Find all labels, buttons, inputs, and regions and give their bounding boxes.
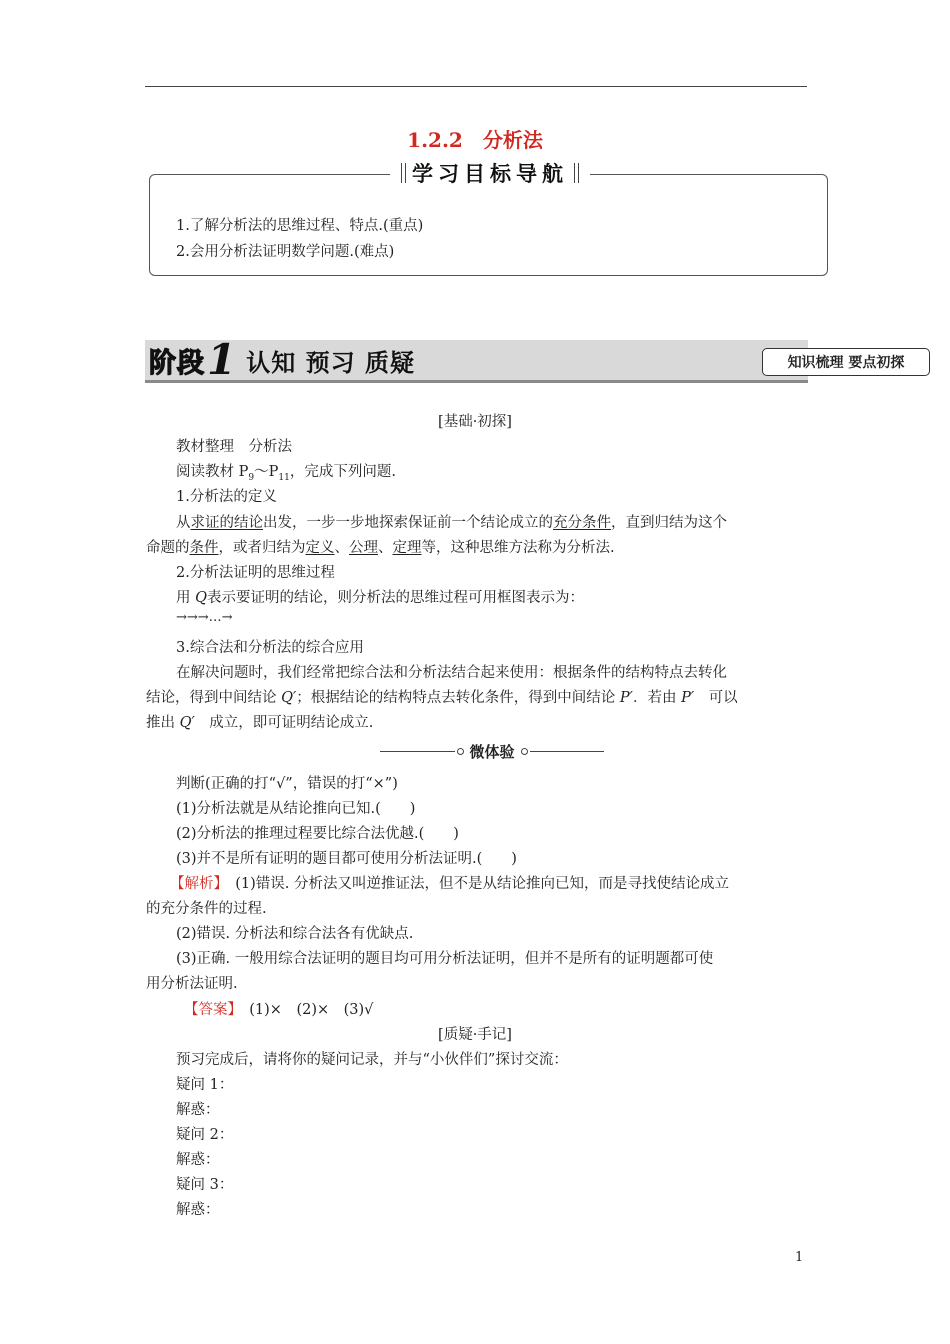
stage-number: 1 <box>207 335 237 384</box>
answer-line: 【答案】 (1)× (2)× (3)√ <box>184 1002 374 1018</box>
answer-label: 【答案】 <box>184 1002 235 1018</box>
text-line: 教材整理 分析法 <box>176 439 292 455</box>
answer-row: 解惑： <box>176 1152 220 1168</box>
stage-title: 认知 预习 质疑 <box>246 348 415 377</box>
text-line: 推出 Q′ 成立，即可证明结论成立. <box>146 715 374 731</box>
goal-item: 1.了解分析法的思维过程、特点.(重点) <box>176 218 424 234</box>
answer-row: 解惑： <box>176 1202 220 1218</box>
stage-heading <box>145 335 415 384</box>
flow-arrows: →→→…→ <box>176 610 233 625</box>
question-item: (2)分析法的推理过程要比综合法优越.( ) <box>176 826 459 842</box>
goal-item: 2.会用分析法证明数学问题.(难点) <box>176 244 395 260</box>
text-line: 用分析法证明. <box>146 976 238 992</box>
micro-divider: 微体验 <box>380 741 604 761</box>
answer-row: 解惑： <box>176 1102 220 1118</box>
question-row: 疑问 1： <box>176 1077 234 1093</box>
question-item: (1)分析法就是从结论推向已知.( ) <box>176 801 416 817</box>
basics-header: [基础·初探] <box>438 414 512 430</box>
text-line: 判断(正确的打“√”，错误的打“×”) <box>176 776 398 792</box>
text-line: 的充分条件的过程. <box>146 901 267 917</box>
subheading: 1.分析法的定义 <box>176 489 277 505</box>
analysis-line: 【解析】 (1)错误. 分析法又叫逆推证法，但不是从结论推向已知，而是寻找使结论成立 <box>170 876 730 892</box>
text-line: (2)错误. 分析法和综合法各有优缺点. <box>176 926 414 942</box>
goals-label: 学习目标导航 <box>390 157 590 189</box>
text-line: 结论，得到中间结论 Q′；根据结论的结构特点去转化条件，得到中间结论 P′．若由 P′ 可以 <box>146 690 738 706</box>
stage-prefix: 阶段 <box>149 347 205 379</box>
text-line: 在解决问题时，我们经常把综合法和分析法结合起来使用：根据条件的结构特点去转化 <box>176 665 727 681</box>
question-row: 疑问 2： <box>176 1127 234 1143</box>
text-line: (3)正确. 一般用综合法证明的题目均可用分析法证明，但并不是所有的证明题都可使 <box>176 951 714 967</box>
page-number: 1 <box>795 1250 804 1265</box>
questions-header: [质疑·手记] <box>438 1027 512 1043</box>
text-line: 命题的条件，或者归结为定义、公理、定理等，这种思维方法称为分析法. <box>146 540 615 556</box>
text-line: 预习完成后，请将你的疑问记录，并与“小伙伴们”探讨交流： <box>176 1052 568 1068</box>
subheading: 2.分析法证明的思维过程 <box>176 565 335 581</box>
section-title: 1.2.2 分析法 <box>407 128 543 152</box>
question-item: (3)并不是所有证明的题目都可使用分析法证明.( ) <box>176 851 517 867</box>
text-line: 阅读教材 $P_9\sim P_{11}$，完成下列问题. <box>176 464 396 483</box>
text-line: 从求证的结论出发，一步一步地探索保证前一个结论成立的充分条件，直到归结为这个 <box>176 515 727 531</box>
question-row: 疑问 3： <box>176 1177 234 1193</box>
analysis-label: 【解析】 <box>170 876 221 892</box>
text-line: 用 Q表示要证明的结论，则分析法的思维过程可用框图表示为： <box>176 590 584 606</box>
top-rule <box>145 86 807 87</box>
stage-tag: 知识梳理 要点初探 <box>762 348 930 376</box>
subheading: 3.综合法和分析法的综合应用 <box>176 640 364 656</box>
